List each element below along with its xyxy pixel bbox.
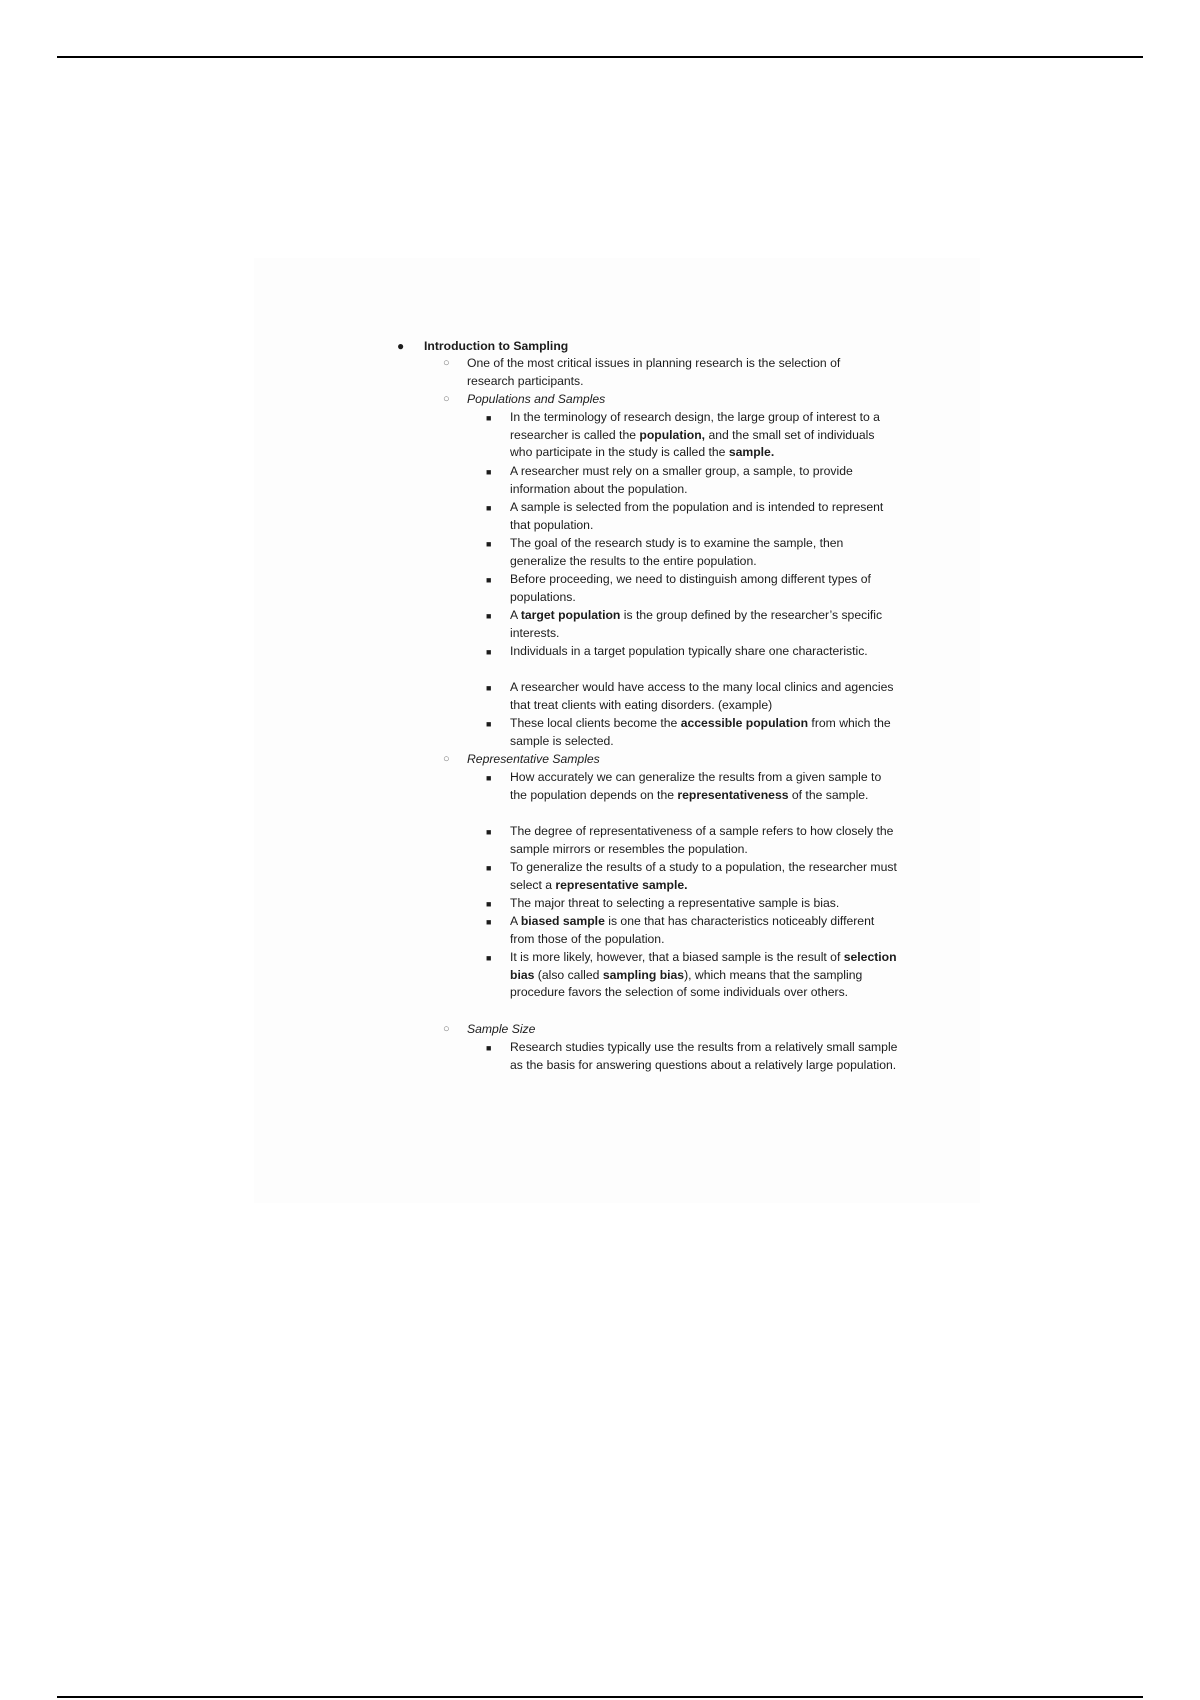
list-item: ■ To generalize the results of a study to a population, the researcher must select a representative sample. <box>486 860 897 892</box>
bullet-square-icon: ■ <box>486 863 492 873</box>
populations-title: Populations and Samples <box>467 392 606 406</box>
bullet-square-icon: ■ <box>486 683 492 693</box>
sample-size-subheading <box>443 1021 887 1039</box>
bottom-rule <box>57 1696 1143 1698</box>
list-item: ■ It is more likely, however, that a biased sample is the result of selection bias (also called sampling bias), which means that the sampling procedure favors the selection of some individuals over others. <box>486 950 897 999</box>
outline <box>254 258 980 1203</box>
bullet-hollow-icon: ○ <box>443 393 450 405</box>
list-item: ■ A researcher must rely on a smaller group, a sample, to provide information about the population. <box>486 464 853 496</box>
bullet-square-icon: ■ <box>486 467 492 477</box>
bullet-square-icon: ■ <box>486 575 492 585</box>
bullet-square-icon: ■ <box>486 917 492 927</box>
heading-text: Introduction to Sampling <box>424 339 569 353</box>
populations-subheading <box>443 391 887 409</box>
bullet-hollow-icon: ○ <box>443 753 450 765</box>
list-item: ■ A biased sample is one that has characteristics noticeably different from those of the population. <box>486 914 875 946</box>
representative-subheading <box>443 751 887 769</box>
list-item: ■ The major threat to selecting a representative sample is bias. <box>510 895 900 913</box>
top-rule <box>57 56 1143 58</box>
bullet-square-icon: ■ <box>486 1043 492 1053</box>
list-item: ■ Before proceeding, we need to distinguish among different types of populations. <box>486 572 871 604</box>
bullet-square-icon: ■ <box>486 719 492 729</box>
bullet-hollow-icon: ○ <box>443 1023 450 1035</box>
bullet-square-icon: ■ <box>486 539 492 549</box>
list-item: ■ Research studies typically use the results from a relatively small sample as the basis for answering questions about a relatively large population. <box>486 1040 898 1072</box>
list-item: ■ The goal of the research study is to examine the sample, then generalize the results to the entire population. <box>486 536 844 568</box>
intro-item <box>443 355 887 390</box>
list-item: ■ A target population is the group defined by the researcher’s specific interests. <box>486 608 883 640</box>
embedded-page-image <box>254 258 980 1203</box>
list-item: ■ The degree of representativeness of a sample refers to how closely the sample mirrors or resembles the population. <box>486 824 894 856</box>
bullet-square-icon: ■ <box>486 413 492 423</box>
list-item: ■ In the terminology of research design, the large group of interest to a researcher is called the population, and the small set of individuals who participate in the study is called the sample. <box>486 410 880 459</box>
outline-heading <box>397 338 894 356</box>
bullet-square-icon: ■ <box>486 899 492 909</box>
bullet-hollow-icon: ○ <box>443 357 450 369</box>
list-item: ■ Individuals in a target population typically share one characteristic. <box>510 643 900 661</box>
sample-size-title: Sample Size <box>467 1022 536 1036</box>
intro-text: One of the most critical issues in planning research is the selection of research participants. <box>467 356 841 388</box>
list-item: ■ A sample is selected from the population and is intended to represent that population. <box>486 500 884 532</box>
list-item: ■ How accurately we can generalize the results from a given sample to the population depends on the representativeness of the sample. <box>486 770 882 802</box>
bullet-square-icon: ■ <box>486 773 492 783</box>
bullet-square-icon: ■ <box>486 953 492 963</box>
bullet-square-icon: ■ <box>486 503 492 513</box>
bullet-square-icon: ■ <box>486 827 492 837</box>
representative-title: Representative Samples <box>467 752 600 766</box>
list-item: ■ A researcher would have access to the many local clinics and agencies that treat clients with eating disorders. (example) <box>486 680 894 712</box>
list-item: ■ These local clients become the accessible population from which the sample is selected. <box>486 716 891 748</box>
bullet-square-icon: ■ <box>486 611 492 621</box>
bullet-filled-icon: ● <box>397 339 405 353</box>
bullet-square-icon: ■ <box>486 647 492 657</box>
